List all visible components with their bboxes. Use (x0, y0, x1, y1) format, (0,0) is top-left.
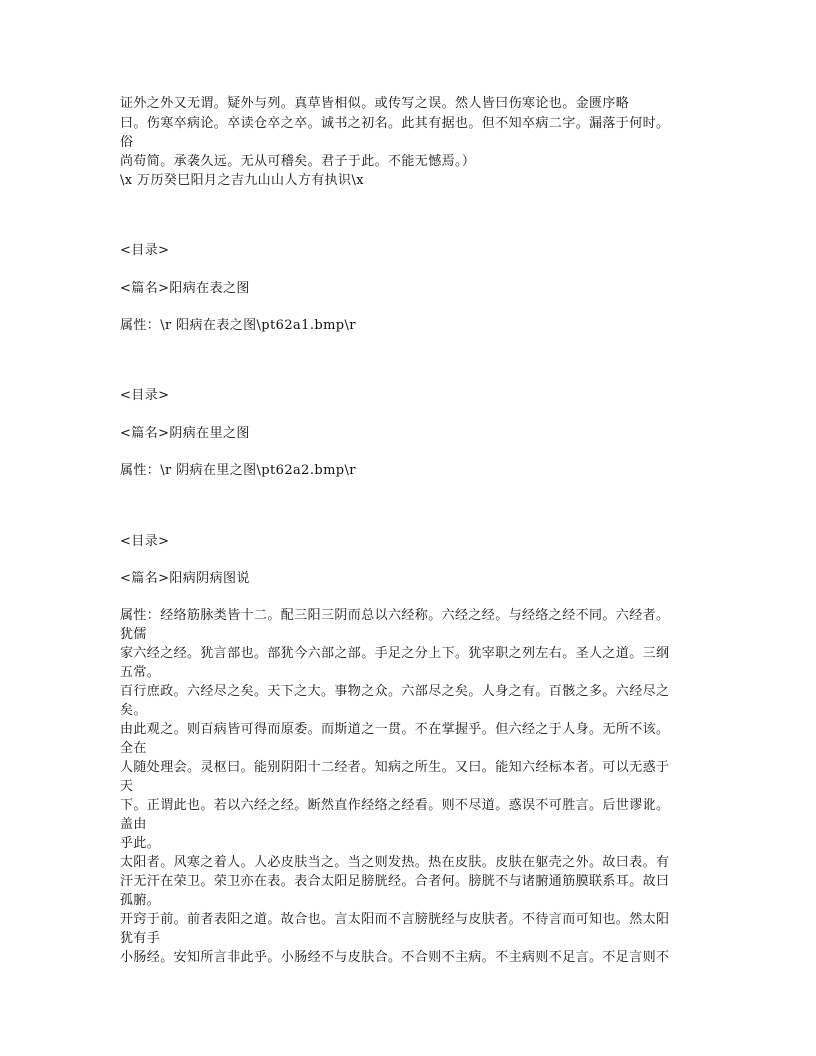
preface-line: 曰。伤寒卒病论。卒读仓卒之卒。诚书之初名。此其有据也。但不知卒病二字。漏落于何时。 (120, 116, 670, 131)
body-line: 小肠经。安知所言非此乎。小肠经不与皮肤合。不合则不主病。不主病则不足言。不足言则不 (120, 950, 670, 965)
chapter-title: <篇名>阳病阴病图说 (120, 571, 250, 586)
body-line: 盖由 (120, 817, 147, 832)
body-line: 乎此。 (120, 836, 161, 851)
attribute-line: 属性：\r 阳病在表之图\pt62a1.bmp\r (120, 318, 356, 333)
chapter-title: <篇名>阴病在里之图 (120, 426, 250, 441)
body-line: 孤腑。 (120, 893, 161, 908)
body-line: 犹有手 (120, 931, 161, 946)
body-line: 天 (120, 779, 134, 794)
preface-signature: \x 万历癸巳阳月之吉九山山人方有执识\x (120, 173, 364, 188)
toc-marker: <目录> (120, 534, 170, 549)
body-line: 开窍于前。前者表阳之道。故合也。言太阳而不言膀胱经与皮肤者。不待言而可知也。然太阳 (120, 912, 670, 927)
body-line: 家六经之经。犹言部也。部犹今六部之部。手足之分上下。犹宰职之列左右。圣人之道。三纲 (120, 646, 670, 661)
preface-line: 证外之外又无谓。疑外与列。真草皆相似。或传写之误。然人皆曰伤寒论也。金匮序略 (120, 96, 630, 111)
body-line: 人随处理会。灵枢曰。能别阴阳十二经者。知病之所生。又曰。能知六经标本者。可以无惑于 (120, 760, 670, 775)
preface-line: 俗 (120, 135, 134, 150)
body-line: 汗无汗在荣卫。荣卫亦在表。表合太阳足膀胱经。合者何。膀胱不与诸腑通筋膜联系耳。故曰 (120, 874, 670, 889)
preface-line: 尚苟简。承袭久远。无从可稽矣。君子于此。不能无憾焉。） (120, 154, 476, 169)
body-line: 犹儒 (120, 627, 147, 642)
body-line: 属性：经络筋脉类皆十二。配三阳三阴而总以六经称。六经之经。与经络之经不同。六经者。 (120, 608, 670, 623)
body-line: 五常。 (120, 665, 161, 680)
toc-marker: <目录> (120, 388, 170, 403)
body-line: 百行庶政。六经尽之矣。天下之大。事物之众。六部尽之矣。人身之有。百骸之多。六经尽之 (120, 684, 670, 699)
body-line: 矣。 (120, 703, 147, 718)
body-line: 由此观之。则百病皆可得而原委。而斯道之一贯。不在掌握乎。但六经之于人身。无所不该。 (120, 722, 670, 737)
attribute-line: 属性：\r 阴病在里之图\pt62a2.bmp\r (120, 463, 356, 478)
body-line: 全在 (120, 741, 147, 756)
toc-marker: <目录> (120, 243, 170, 258)
body-line: 下。正谓此也。若以六经之经。断然直作经络之经看。则不尽道。惑误不可胜言。后世谬讹。 (120, 798, 670, 813)
body-line: 太阳者。风寒之着人。人必皮肤当之。当之则发热。热在皮肤。皮肤在躯壳之外。故曰表。有 (120, 855, 670, 870)
chapter-title: <篇名>阳病在表之图 (120, 281, 250, 296)
